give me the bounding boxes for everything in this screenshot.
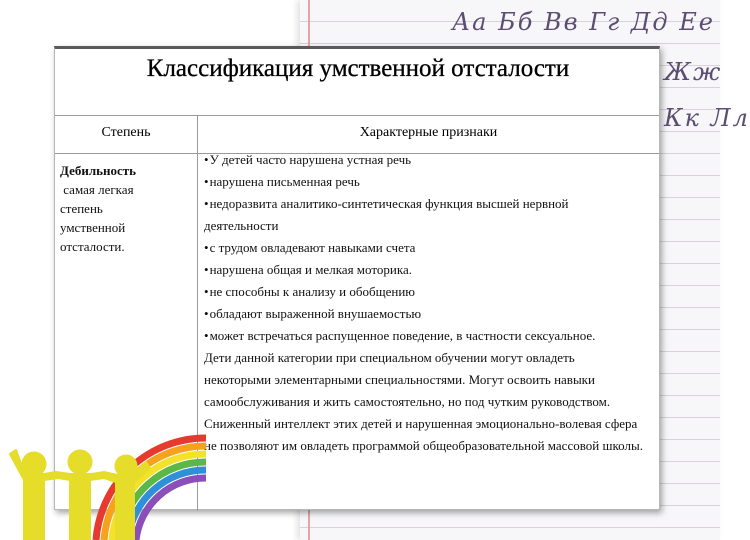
column-header-degree: Степень	[101, 125, 151, 140]
sign-item: • обладают выраженной внушаемостью	[204, 303, 644, 325]
sign-item: • может встречаться распущенное поведение, в частности сексуальное.	[204, 325, 644, 347]
children-figures	[10, 450, 150, 540]
signs-list	[204, 149, 644, 347]
sign-item: • нарушена письменная речь	[204, 171, 644, 193]
alphabet-row-3: Кк Лл	[664, 104, 750, 132]
degree-desc-line: отсталости.	[60, 239, 125, 254]
degree-name: Дебильность	[60, 163, 137, 178]
column-header-signs: Характерные признаки	[359, 125, 498, 140]
sign-item: • У детей часто нарушена устная речь	[204, 149, 644, 171]
sign-item: • недоразвита аналитико-синтетическая функция высшей нервной деятельности	[204, 193, 644, 237]
summary-paragraph: Дети данной категории при специальном обучении могут овладеть некоторыми элементарными специальностями. Могут освоить навыки самообслуживания и жить самостоятельно, но под чутким руководством. Сниженный интеллект этих детей и нарушенная эмоционально-волевая сфера не позволяют им овладеть программой общеобразовательной массовой школы.	[204, 350, 643, 453]
sign-item: • нарушена общая и мелкая моторика.	[204, 259, 644, 281]
alphabet-row-2: Жж	[664, 58, 723, 86]
degree-desc-line: самая легкая	[60, 182, 134, 197]
signs-cell	[204, 149, 644, 457]
sign-item: • не способны к анализу и обобщению	[204, 281, 644, 303]
degree-desc-line: степень	[60, 201, 103, 216]
rainbow-arcs	[96, 438, 206, 540]
alphabet-row-1: Аа Бб Вв Гг Дд Ее	[452, 8, 715, 36]
sign-item: • с трудом овладевают навыками счета	[204, 237, 644, 259]
children-rainbow-logo	[0, 428, 200, 540]
slide-title: Классификация умственной отсталости	[146, 55, 570, 82]
degree-cell	[60, 161, 194, 256]
table-border-top	[55, 115, 659, 116]
degree-desc-line: умственной	[60, 220, 126, 235]
